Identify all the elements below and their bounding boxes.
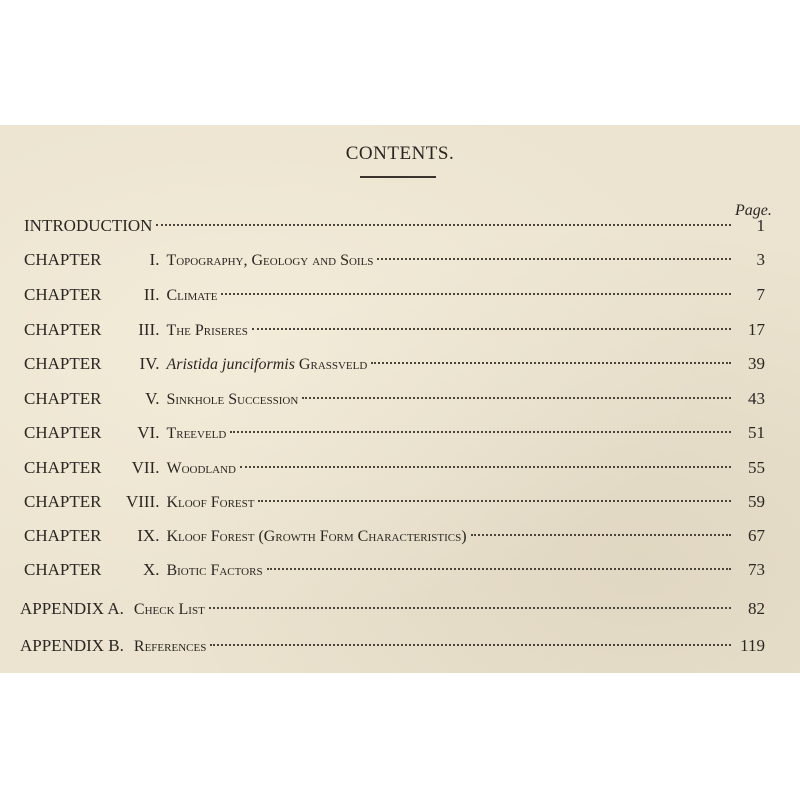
entry-page: 59 (748, 492, 765, 511)
toc-entry-chapter-10 (24, 558, 765, 582)
entry-page: 67 (748, 526, 765, 545)
leader-dots (230, 431, 731, 433)
leader-dots (258, 500, 731, 502)
page-column-label: Page. (735, 202, 772, 219)
toc-entry-chapter-1 (24, 248, 765, 272)
toc-entry-appendix-b (20, 634, 765, 658)
leader-dots (240, 466, 731, 468)
toc-entry-chapter-9 (24, 524, 765, 548)
entry-title-rest: Grassveld (294, 356, 368, 373)
entry-page: 82 (748, 599, 765, 618)
entry-label: CHAPTER (24, 492, 102, 511)
entry-page: 51 (748, 423, 765, 442)
entry-label: APPENDIX B. (20, 636, 124, 655)
chapter-number: V. (145, 389, 160, 408)
leader-dots (210, 644, 731, 646)
entry-label: CHAPTER (24, 526, 102, 545)
chapter-number: IV. (139, 354, 160, 373)
leader-dots (377, 258, 731, 260)
entry-title: Sinkhole Succession (166, 391, 299, 408)
entry-page: 55 (748, 458, 765, 477)
chapter-number: VIII. (125, 492, 160, 511)
contents-heading: CONTENTS. (345, 143, 455, 164)
entry-page: 3 (756, 250, 765, 269)
entry-label: CHAPTER (24, 389, 102, 408)
entry-label: CHAPTER (24, 423, 102, 442)
chapter-number: X. (142, 560, 160, 579)
toc-entry-chapter-6 (24, 421, 765, 445)
toc-entry-appendix-a (20, 597, 765, 621)
entry-title: Biotic Factors (166, 562, 263, 579)
toc-entry-chapter-2 (24, 283, 765, 307)
entry-label: APPENDIX A. (20, 599, 124, 618)
entry-title: References (133, 638, 207, 655)
entry-title: Woodland (166, 460, 236, 477)
entry-page: 73 (748, 560, 765, 579)
toc-entry-chapter-3 (24, 318, 765, 342)
leader-dots (156, 224, 731, 226)
entry-title: Kloof Forest (Growth Form Characteristics) (166, 528, 467, 545)
toc-entry-chapter-8 (24, 490, 765, 514)
chapter-number: VI. (137, 423, 160, 442)
entry-label: CHAPTER (24, 560, 102, 579)
chapter-number: IX. (137, 526, 160, 545)
leader-dots (371, 362, 731, 364)
entry-title: Climate (166, 287, 218, 304)
leader-dots (302, 397, 731, 399)
entry-title (166, 353, 367, 377)
entry-label: CHAPTER (24, 250, 102, 269)
entry-page: 119 (740, 636, 765, 655)
leader-dots (471, 534, 731, 536)
entry-title: Kloof Forest (166, 494, 255, 511)
chapter-number: I. (149, 250, 160, 269)
entry-title: Check List (133, 601, 205, 618)
entry-page: 43 (748, 389, 765, 408)
entry-title: Topography, Geology and Soils (166, 252, 374, 269)
entry-label: CHAPTER (24, 320, 102, 339)
leader-dots (209, 607, 731, 609)
leader-dots (252, 328, 731, 330)
toc-entry-chapter-7 (24, 456, 765, 480)
leader-dots (221, 293, 731, 295)
leader-dots (267, 568, 731, 570)
heading-rule (360, 176, 436, 178)
entry-title: Treeveld (166, 425, 227, 442)
entry-page: 39 (748, 354, 765, 373)
entry-label: INTRODUCTION (24, 216, 153, 235)
chapter-number: II. (143, 285, 160, 304)
toc-entry-introduction (24, 214, 765, 238)
entry-page: 1 (756, 216, 765, 235)
toc-entry-chapter-5 (24, 387, 765, 411)
entry-page: 17 (748, 320, 765, 339)
chapter-number: VII. (131, 458, 160, 477)
entry-label: CHAPTER (24, 285, 102, 304)
entry-title-italic: Aristida junciformis (166, 356, 295, 373)
entry-label: CHAPTER (24, 354, 102, 373)
toc-entry-chapter-4 (24, 352, 765, 376)
chapter-number: III. (138, 320, 160, 339)
entry-page: 7 (756, 285, 765, 304)
entry-title: The Priseres (166, 322, 248, 339)
entry-label: CHAPTER (24, 458, 102, 477)
